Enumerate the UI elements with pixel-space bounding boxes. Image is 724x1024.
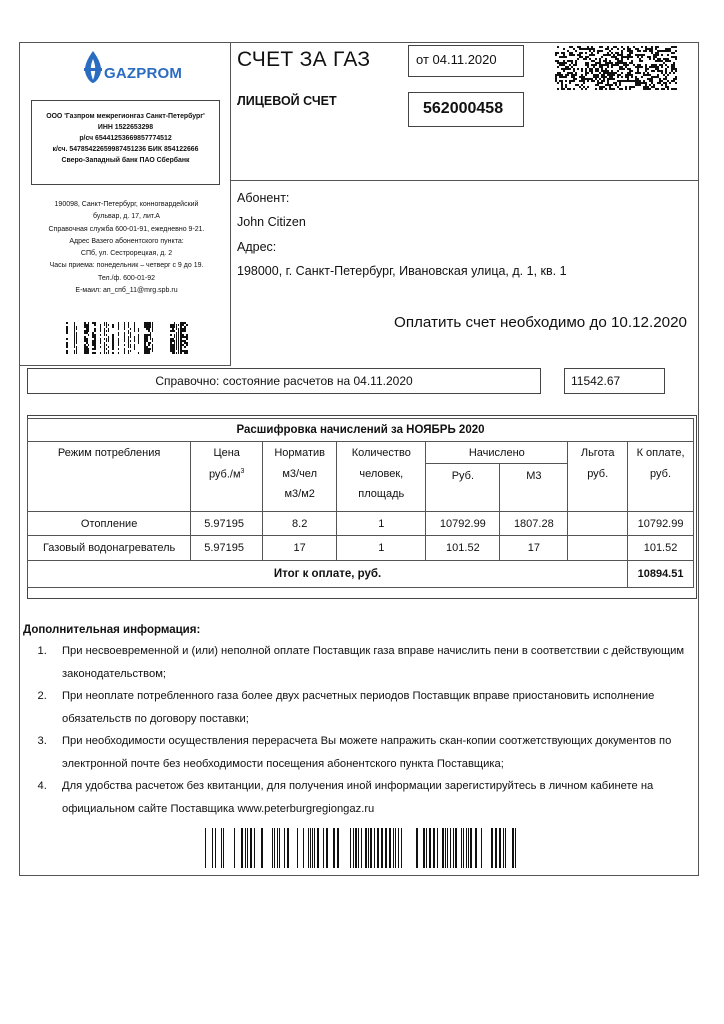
cell-price: 5.97195 bbox=[191, 536, 263, 561]
header-topay: К оплате, bbox=[628, 442, 694, 464]
office-line: бульвар, д. 17, лит.А bbox=[93, 213, 160, 221]
header-price: Цена bbox=[191, 442, 263, 464]
company-inn: ИНН 1522653298 bbox=[97, 124, 154, 131]
notes-title: Дополнительная информация: bbox=[23, 624, 201, 636]
column-divider bbox=[230, 42, 231, 365]
logo-text: GAZPROM bbox=[104, 65, 183, 82]
header-norm-unit: м3/чел bbox=[263, 464, 337, 486]
office-line: Часы приема: понедельник – четверг с 9 до 19. bbox=[49, 262, 204, 270]
flame-icon bbox=[80, 50, 106, 84]
cell-topay: 101.52 bbox=[628, 536, 694, 561]
total-row bbox=[28, 561, 694, 588]
subscriber-label: Абонент: bbox=[237, 191, 290, 205]
header-topay-empty bbox=[628, 486, 694, 512]
date-box bbox=[408, 45, 524, 77]
header-qty: Количество bbox=[337, 442, 426, 464]
cell-benefit bbox=[568, 512, 628, 536]
company-corr-account: к/сч. 54785422659987451236 БИК 854122666 bbox=[52, 146, 199, 153]
note-item: 2. При неоплате потребленного газа более двух расчетных периодов Поставщик вправе приостановить исполнение обязательств по договору поставки; bbox=[50, 685, 692, 730]
cell-benefit bbox=[568, 536, 628, 561]
cell-price: 5.97195 bbox=[191, 512, 263, 536]
account-number: 562000458 bbox=[423, 100, 504, 117]
cell-norm: 17 bbox=[263, 536, 337, 561]
table-row bbox=[28, 536, 694, 561]
gazprom-logo bbox=[78, 48, 183, 90]
cell-mode: Отопление bbox=[28, 512, 191, 536]
balance-value-box bbox=[564, 368, 665, 394]
balance-value: 11542.67 bbox=[571, 374, 621, 388]
header-charged-rub: Руб. bbox=[426, 464, 500, 512]
linear-barcode bbox=[202, 828, 524, 868]
cell-topay: 10792.99 bbox=[628, 512, 694, 536]
cell-m3: 17 bbox=[500, 536, 568, 561]
cell-mode: Газовый водонагреватель bbox=[28, 536, 191, 561]
charges-table bbox=[27, 418, 694, 588]
header-qty-unit: человек, bbox=[337, 464, 426, 486]
note-item: 3. При необходимости осуществления перерасчета Вы можете напражить скан-копии соотжетствующих документов по электронной почте без необходимости посещения абонентского пункта Поставщика; bbox=[50, 730, 692, 775]
total-label: Итог к оплате, руб. bbox=[28, 561, 628, 588]
notes-list bbox=[20, 640, 692, 820]
office-line: Справочная служба 600-01-91, ежедневно 9-21. bbox=[48, 225, 205, 233]
balance-label: Справочно: состояние расчетов на 04.11.2020 bbox=[155, 374, 413, 388]
header-charged: Начислено bbox=[426, 442, 568, 464]
due-date-text: Оплатить счет необходимо до 10.12.2020 bbox=[394, 314, 687, 331]
office-line: Адрес Вазего абонентского пункта: bbox=[69, 237, 184, 245]
qr-code bbox=[555, 46, 677, 90]
header-divider bbox=[230, 180, 699, 181]
header-topay-unit: руб. bbox=[628, 464, 694, 486]
cell-m3: 1807.28 bbox=[500, 512, 568, 536]
company-bank: Сверо-Западный банк ПАО Сбербанк bbox=[61, 157, 190, 164]
cell-norm: 8.2 bbox=[263, 512, 337, 536]
account-box bbox=[408, 92, 524, 127]
header-qty-unit2: площадь bbox=[337, 486, 426, 512]
company-requisites bbox=[31, 100, 220, 185]
company-account: р/сч 65441253669857774512 bbox=[79, 135, 172, 142]
header-norm-unit2: м3/м2 bbox=[263, 486, 337, 512]
office-line: Тел./ф. 600-01-92 bbox=[97, 274, 156, 282]
account-label: ЛИЦЕВОЙ СЧЕТ bbox=[237, 94, 337, 108]
subscriber-address: 198000, г. Санкт-Петербург, Ивановская улица, д. 1, кв. 1 bbox=[237, 264, 567, 278]
table-title: Расшифровка начислений за НОЯБРЬ 2020 bbox=[28, 419, 694, 442]
left-column-bottom bbox=[19, 365, 231, 366]
table-row bbox=[28, 512, 694, 536]
bill-date: от 04.11.2020 bbox=[416, 52, 497, 67]
office-info bbox=[28, 199, 225, 297]
subscriber-name: John Citizen bbox=[237, 215, 306, 229]
cell-qty: 1 bbox=[337, 536, 426, 561]
header-charged-m3: М3 bbox=[500, 464, 568, 512]
header-price-unit: $руб./м^3$ bbox=[191, 464, 263, 486]
balance-box bbox=[27, 368, 541, 394]
header-price-empty bbox=[191, 486, 263, 512]
bill-title: СЧЕТ ЗА ГАЗ bbox=[237, 48, 371, 71]
header-benefit: Льгота bbox=[568, 442, 628, 464]
cell-qty: 1 bbox=[337, 512, 426, 536]
total-value: 10894.51 bbox=[628, 561, 694, 588]
header-mode: Режим потребления bbox=[28, 442, 191, 512]
cell-rub: 101.52 bbox=[426, 536, 500, 561]
header-norm: Норматив bbox=[263, 442, 337, 464]
qr-topline bbox=[548, 42, 688, 43]
datamatrix-barcode bbox=[64, 322, 188, 354]
office-line: СПб, ул. Сестрорецкая, д. 2 bbox=[80, 250, 173, 258]
address-label: Адрес: bbox=[237, 240, 277, 254]
company-name: ООО 'Газпром межрегионгаз Санкт-Петербург' bbox=[46, 113, 205, 120]
header-benefit-unit: руб. bbox=[568, 464, 628, 486]
cell-rub: 10792.99 bbox=[426, 512, 500, 536]
note-item: 4. Для удобства расчетож без квитанции, для получения иной информации зарегистируйтесь в личном кабинете на официальном сайте Поставщика www.peterburgregiongaz.ru bbox=[50, 775, 692, 820]
header-benefit-empty bbox=[568, 486, 628, 512]
office-line: Е-маил: ап_спб_11@mrg.spb.ru bbox=[75, 287, 178, 295]
note-item: 1. При несвоевременной и (или) неполной оплате Поставщик газа вправе начислить пени в соответствии с действующим законодательством; bbox=[50, 640, 692, 685]
office-line: 190098, Санкт-Петербург, конногвардейский bbox=[54, 201, 199, 208]
